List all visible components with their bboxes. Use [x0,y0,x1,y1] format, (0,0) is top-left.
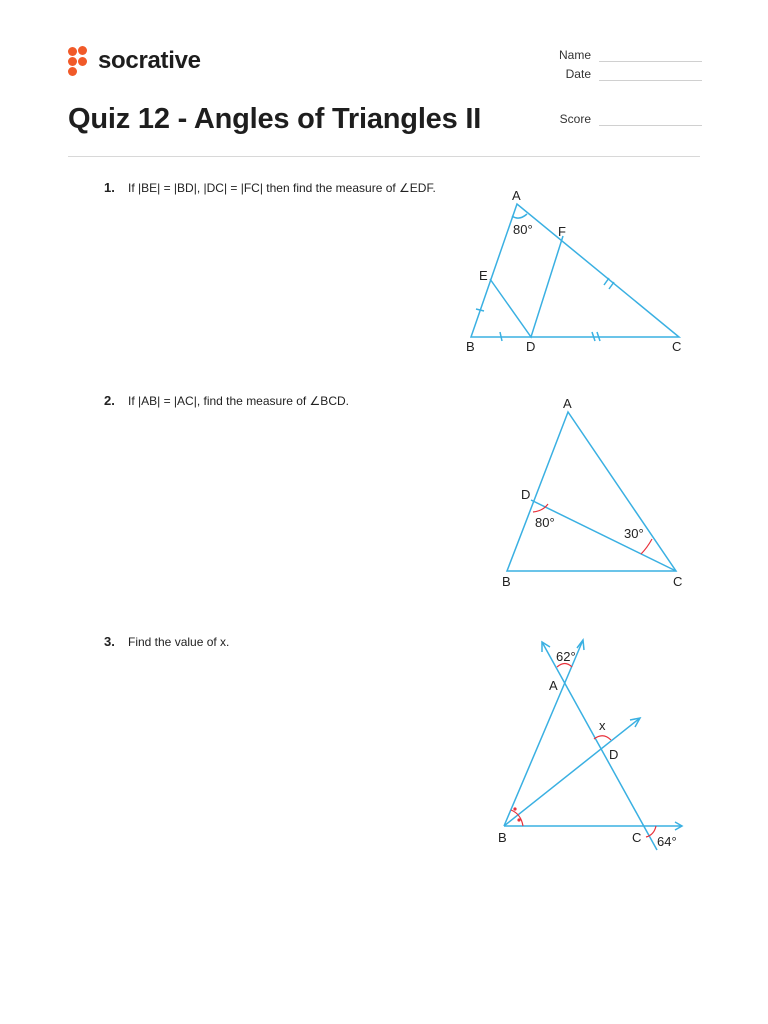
question-text: If |AB| = |AC|, find the measure of ∠BCD. [128,394,349,408]
vertex-label: E [479,268,488,283]
vertex-label: A [512,188,521,203]
vertex-label: A [563,396,572,411]
question-number: 1. [104,180,115,195]
question-number: 2. [104,393,115,408]
angle-label: 80° [513,222,533,237]
vertex-label: B [502,574,511,589]
vertex-label: B [466,339,475,354]
vertex-label: C [673,574,683,589]
page-title: Quiz 12 - Angles of Triangles II [68,103,482,135]
angle-label: 64° [657,834,677,849]
vertex-label: D [526,339,536,354]
figure-3-rays [504,640,682,850]
vertex-label: C [672,339,682,354]
logo-text: socrative [98,47,201,74]
angle-label: 80° [535,515,555,530]
vertex-label: B [498,830,507,845]
angle-62-arc [557,664,572,668]
angle-label: 30° [624,526,644,541]
vertex-label: D [521,487,531,502]
date-label: Date [565,67,591,81]
angle-label: x [599,718,606,733]
question-number: 3. [104,634,115,649]
angle-label: 62° [556,649,576,664]
question-text: If |BE| = |BD|, |DC| = |FC| then find the measure of ∠EDF. [128,181,436,195]
name-label: Name [558,48,591,62]
vertex-label: A [549,678,558,693]
bisector-mark-dot [513,807,516,810]
question-text: Find the value of x. [128,635,230,649]
vertex-label: F [558,224,566,239]
vertex-label: D [609,747,619,762]
score-label: Score [559,112,591,126]
bisector-mark-dot [517,818,520,821]
vertex-label: C [632,830,642,845]
